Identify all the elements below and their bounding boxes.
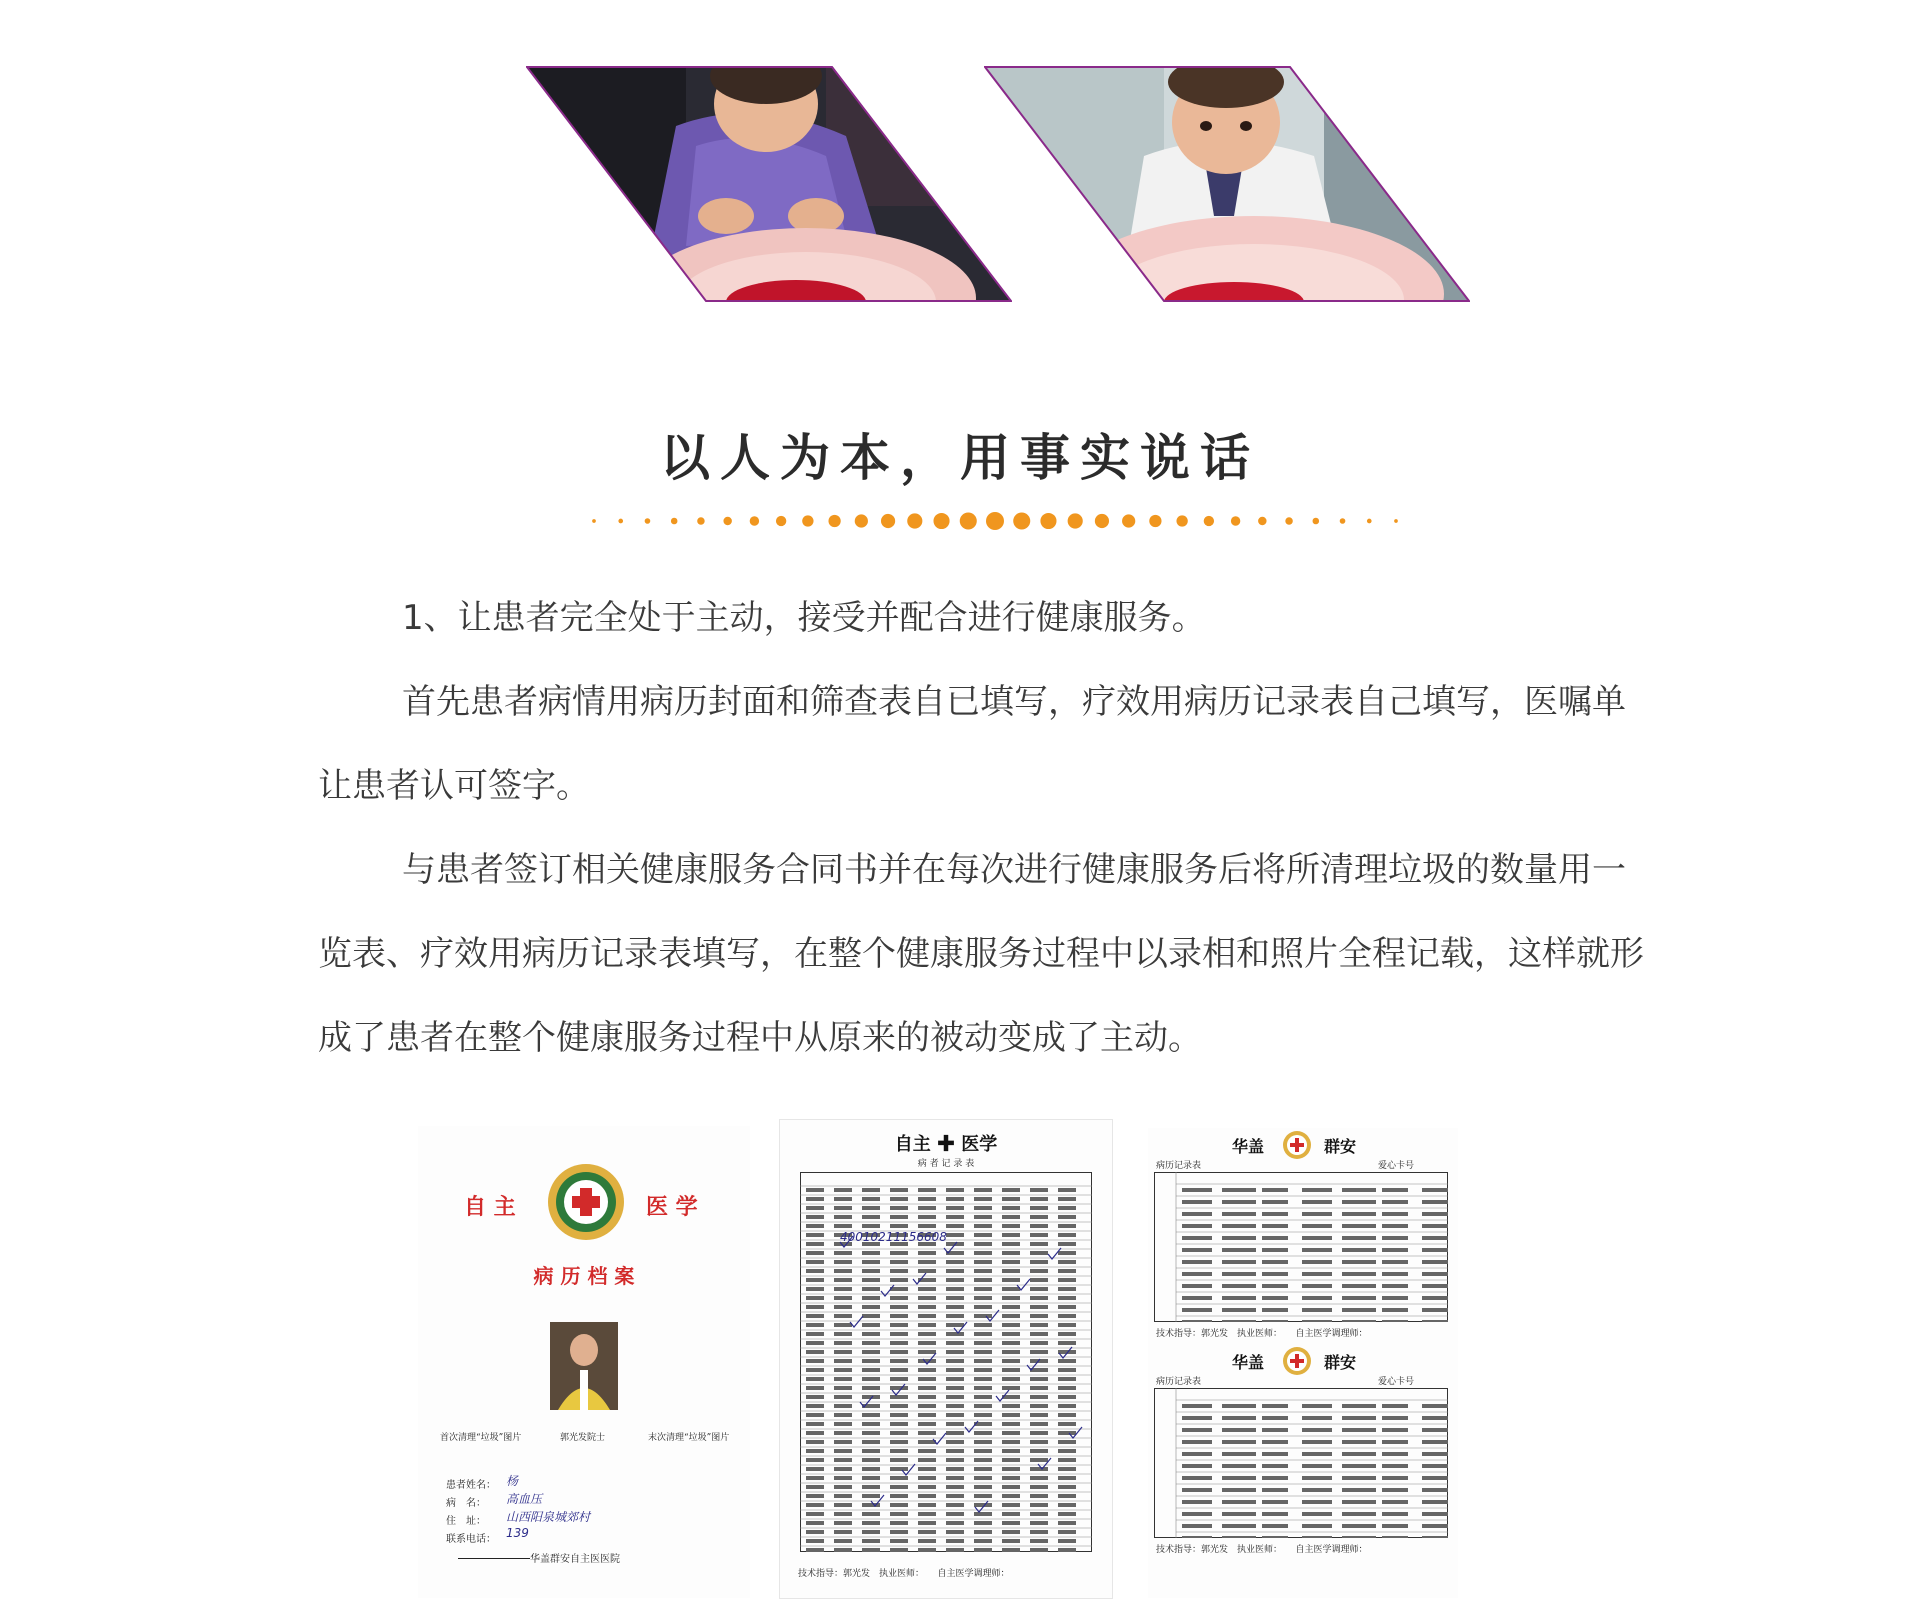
sheet1-label-card: 爱心卡号 <box>1378 1161 1415 1171</box>
divider-dot <box>1040 513 1056 529</box>
cover-caption-last: 末次清理“垃圾”图片 <box>648 1433 730 1443</box>
divider-dot <box>828 515 840 527</box>
dotted-divider <box>580 506 1410 536</box>
divider-dot <box>1204 516 1214 526</box>
field-address-label: 住 址： <box>446 1516 486 1527</box>
divider-dot <box>1285 517 1293 525</box>
field-phone-value: 139 <box>506 1526 529 1540</box>
medical-record-cover <box>418 1126 750 1598</box>
cover-subtitle: 病 历 档 案 <box>533 1264 635 1288</box>
record-footer: 技术指导：郭光发 执业医师： 自主医学调理师： <box>798 1569 1010 1579</box>
cover-caption-doctor: 郭光发院士 <box>560 1433 606 1443</box>
cover-caption-first: 首次清理“垃圾”图片 <box>440 1433 522 1443</box>
divider-dot <box>645 518 651 524</box>
sheet1-brand-right: 群安 <box>1324 1137 1357 1156</box>
divider-dot <box>881 514 895 528</box>
divider-dot <box>1013 512 1030 529</box>
stacked-record-tables <box>1148 1128 1458 1598</box>
sheet2-label-card: 爱心卡号 <box>1378 1377 1415 1387</box>
divider-dot <box>1313 518 1320 525</box>
top-photo-row <box>0 0 1920 310</box>
divider-dot <box>1394 519 1398 523</box>
sheet2-brand-left: 华盖 <box>1232 1353 1265 1372</box>
divider-dot <box>723 517 731 525</box>
paragraph-1: 1、让患者完全处于主动，接受并配合进行健康服务。 <box>402 598 1206 638</box>
field-disease-label: 病 名： <box>446 1498 486 1509</box>
record-id-number: 40010211156608 <box>840 1230 947 1244</box>
divider-dot <box>1367 519 1372 524</box>
divider-dot <box>802 515 813 526</box>
field-address-value: 山西阳泉城郊村 <box>506 1510 591 1524</box>
child-with-basin-photo-1 <box>526 66 1012 302</box>
doctor-portrait <box>550 1322 618 1410</box>
divider-dot <box>855 514 868 527</box>
divider-dot <box>907 513 922 528</box>
divider-dot <box>750 516 759 525</box>
field-disease-value: 高血压 <box>506 1492 543 1506</box>
patient-record-sheet <box>780 1120 1112 1598</box>
paragraph-2: 首先患者病情用病历封面和筛查表自已填写，疗效用病历记录表自己填写，医嘱单让患者认可签字。 <box>318 682 1626 806</box>
field-name-label: 患者姓名： <box>446 1480 496 1491</box>
divider-dot <box>618 519 623 524</box>
divider-dot <box>592 519 596 523</box>
record-grid <box>800 1172 1092 1552</box>
divider-dot <box>1258 517 1266 525</box>
divider-dot <box>986 512 1004 530</box>
divider-dot <box>933 513 949 529</box>
sheet1-table <box>1154 1172 1448 1322</box>
sheet1-brand-left: 华盖 <box>1232 1137 1265 1156</box>
divider-dot <box>671 518 678 525</box>
sheet1-emblem-icon <box>1282 1130 1312 1160</box>
child-with-basin-photo-2 <box>984 66 1470 302</box>
divider-dot <box>1122 514 1135 527</box>
sheet2-emblem-icon <box>1282 1346 1312 1376</box>
cover-title-left: 自 主 <box>464 1194 516 1220</box>
red-cross-emblem-icon <box>546 1162 626 1242</box>
record-subtitle: 病 者 记 录 表 <box>917 1159 975 1169</box>
divider-dot <box>1068 513 1083 528</box>
sheet1-footer: 技术指导：郭光发 执业医师： 自主医学调理师： <box>1156 1329 1368 1339</box>
sheet1-label-record: 病历记录表 <box>1156 1161 1202 1171</box>
sheet2-brand-right: 群安 <box>1324 1353 1357 1372</box>
paragraph-3: 与患者签订相关健康服务合同书并在每次进行健康服务后将所清理垃圾的数量用一览表、疗效用病历记录表填写，在整个健康服务过程中以录相和照片全程记载，这样就形成了患者在整个健康服务过程中从原来的被动变成了主动。 <box>318 850 1644 1058</box>
field-name-value: 杨 <box>506 1474 519 1488</box>
divider-dot <box>1095 514 1109 528</box>
divider-dot <box>960 512 977 529</box>
divider-dot <box>776 516 786 526</box>
divider-dot <box>1231 516 1240 525</box>
field-phone-label: 联系电话： <box>446 1534 496 1545</box>
divider-dot <box>1149 515 1161 527</box>
sheet2-table <box>1154 1388 1448 1538</box>
divider-dot <box>1340 518 1346 524</box>
record-title: 自主 ✚ 医学 <box>894 1134 998 1155</box>
sheet2-label-record: 病历记录表 <box>1156 1377 1202 1387</box>
cover-hospital: 华盖群安自主医医院 <box>530 1554 620 1565</box>
cover-title-right: 医 学 <box>646 1194 698 1220</box>
section-heading: 以人为本，用事实说话 <box>660 429 1260 487</box>
divider-dot <box>697 517 705 525</box>
document-images-row <box>0 1120 1920 1604</box>
sheet2-footer: 技术指导：郭光发 执业医师： 自主医学调理师： <box>1156 1545 1368 1555</box>
divider-dot <box>1176 515 1187 526</box>
